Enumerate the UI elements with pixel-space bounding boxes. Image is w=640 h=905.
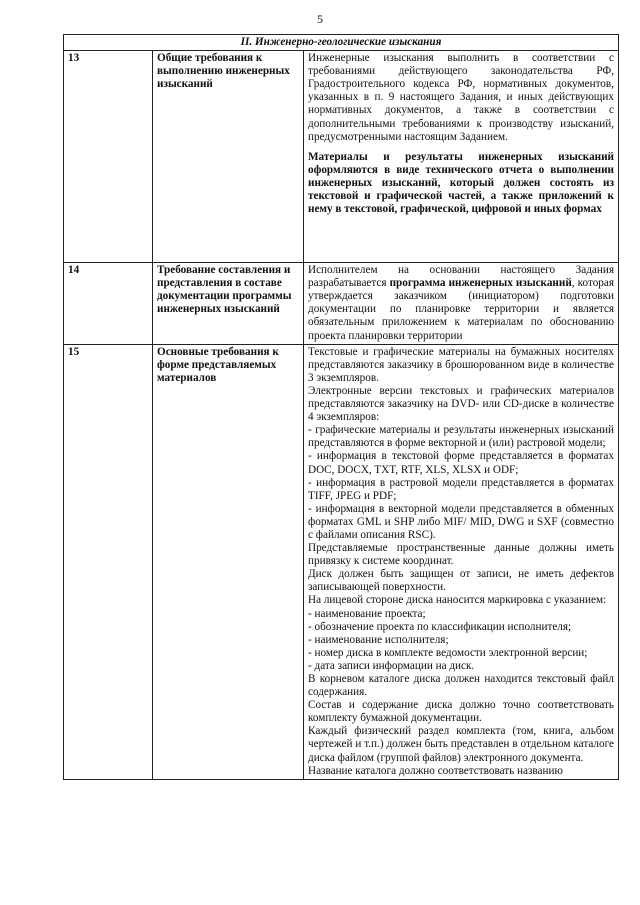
text-run-bold: программа инженерных изысканий [389,277,572,290]
row-content [304,51,619,263]
row-number: 13 [64,51,153,263]
row-content [304,263,619,345]
section-heading: II. Инженерно-геологические изыскания [64,35,619,51]
paragraph: - дата записи информации на диск. [308,659,475,672]
paragraph: Диск должен быть защищен от записи, не иметь дефектов записывающей поверхности. [308,568,614,594]
row-title: Общие требования к выполнению инженерных изысканий [153,51,304,263]
paragraph: Материалы и результаты инженерных изысканий оформляются в виде технического отчета о выполнении инженерных изысканий, который должен состоять из текстовой и графической частей, а также приложений к нему в текстовой, графической, цифровой и иных формах [308,150,614,216]
paragraph: - информация в векторной модели представляется в обменных форматах GML и SHP либо MIF/ MID, DWG и SXF (совместно с файлами описания RSC). [308,502,614,541]
text-run: , которая утверждается заказчиком (инициатором) подготовки документации по планировке территории и является обязательным приложением к материалам по обоснованию проекта планировки территории [308,277,615,342]
requirements-table [63,34,619,780]
table-row [64,263,619,345]
row-number: 15 [64,344,153,779]
paragraph: - наименование проекта; [308,607,426,620]
paragraph: Текстовые и графические материалы на бумажных носителях представляются заказчику в брошюрованном виде в количестве 3 экземпляров. [308,345,614,384]
row-title: Требование составления и представления в составе документации программы инженерных изысканий [153,263,304,345]
paragraph [308,264,614,343]
paragraph: Инженерные изыскания выполнить в соответствии с требованиями действующего законодательства РФ, Градостроительного кодекса РФ, нормативных документов, указанных в п. 9 настоящего Задания, и иных действующих нормативных документов, а также в соответствии с дополнительными требованиями к производству изысканий, предусмотренными настоящим Заданием. [308,52,614,143]
paragraph: В корневом каталоге диска должен находится текстовый файл содержания. [308,673,614,699]
text-run: Исполнителем на основании настоящего Задания разрабатывается [308,264,614,290]
paragraph: Название каталога должно соответствовать названию [308,764,563,777]
paragraph: На лицевой стороне диска наносится маркировка с указанием: [308,594,607,607]
section-heading-row [64,35,619,51]
row-content [304,344,619,779]
paragraph: - информация в текстовой форме представляется в форматах DOC, DOCX, TXT, RTF, XLS, XLSX и ODF; [308,450,614,476]
paragraph: - обозначение проекта по классификации исполнителя; [308,620,572,633]
table-row [64,344,619,779]
row-title: Основные требования к форме представляемых материалов [153,344,304,779]
paragraph: Электронные версии текстовых и графических материалов представляются заказчику на DVD- или CD-диске в количестве 4 экземпляров: [308,384,614,424]
paragraph: - наименование исполнителя; [308,633,449,646]
paragraph: - номер диска в комплекте ведомости электронной версии; [308,646,588,659]
page-number: 5 [317,12,323,26]
table-row [64,51,619,263]
paragraph: Каждый физический раздел комплекта (том, книга, альбом чертежей и т.п.) должен быть представлен в отдельном каталоге диска файлом (группой файлов) электронного документа. [308,725,614,764]
row-number: 14 [64,263,153,345]
paragraph: Представляемые пространственные данные должны иметь привязку к системе координат. [308,542,614,568]
paragraph: Состав и содержание диска должно точно соответствовать комплекту бумажной документации. [308,699,614,725]
paragraph: - информация в растровой модели представляется в форматах TIFF, JPEG и PDF; [308,476,614,502]
paragraph: - графические материалы и результаты инженерных изысканий представляются в форме векторной и (или) растровой модели; [308,424,614,450]
